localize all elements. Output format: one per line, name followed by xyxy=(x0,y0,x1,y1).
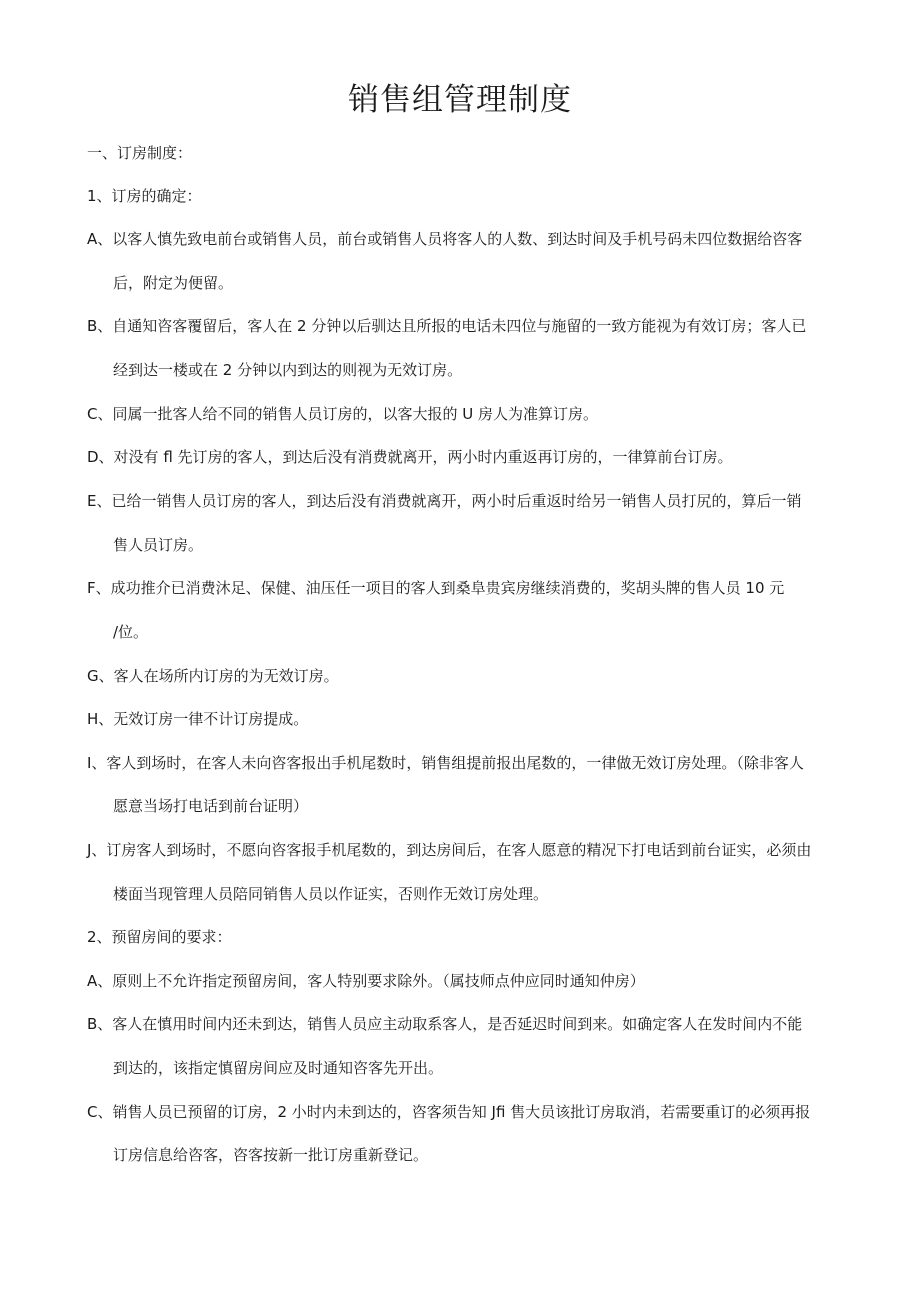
rule-item: D、对没有 fl 先订房的客人，到达后没有消费就离开，两小时内重返再订房的，一律算前台订房。 xyxy=(87,448,733,466)
rule-item: G、客人在场所内订房的为无效订房。 xyxy=(87,667,339,685)
rule-item-continuation: 经到达一楼或在 2 分钟以内到达的则视为无效订房。 xyxy=(113,361,463,379)
rule-item: A、原则上不允许指定预留房间，客人特别要求除外。（属技师点仲应同时通知仲房） xyxy=(87,972,645,990)
subsection-heading: 1、订房的确定： xyxy=(87,187,202,205)
rule-item: I、客人到场时，在客人未向咨客报出手机尾数时，销售组提前报出尾数的，一律做无效订房处理。（除非客人 xyxy=(87,754,804,772)
rule-item: C、同属一批客人给不同的销售人员订房的，以客大报的 U 房人为准算订房。 xyxy=(87,405,598,423)
rule-item: E、已给一销售人员订房的客人，到达后没有消费就离开，两小时后重返时给另一销售人员打尻的，算后一销 xyxy=(87,492,802,510)
rule-item: A、以客人慎先致电前台或销售人员，前台或销售人员将客人的人数、到达时间及手机号码未四位数据给咨客 xyxy=(87,230,803,248)
rule-item: C、销售人员已预留的订房，2 小时内未到达的，咨客须告知 Jfi 售大员该批订房取消，若需要重订的必须再报 xyxy=(87,1103,811,1121)
rule-item-continuation: /位。 xyxy=(113,623,149,641)
rule-item: F、成功推介已消费沐足、保健、油压任一项目的客人到桑阜贵宾房继续消费的，奖胡头牌的售人员 10 元 xyxy=(87,579,785,597)
rule-item-continuation: 后，附定为便留。 xyxy=(113,274,234,292)
rule-item: B、客人在慎用时间内还未到达，销售人员应主动取系客人，是否延迟时间到来。如确定客人在发时间内不能 xyxy=(87,1015,803,1033)
document-title: 销售组管理制度 xyxy=(348,82,572,118)
rule-item: J、订房客人到场时，不愿向咨客报手机尾数的，到达房间后，在客人愿意的精况下打电话到前台证实，必须由 xyxy=(87,841,812,859)
rule-item-continuation: 到达的，该指定慎留房间应及时通知咨客先开出。 xyxy=(113,1059,444,1077)
rule-item-continuation: 售人员订房。 xyxy=(113,536,204,554)
section-heading: 一、订房制度： xyxy=(87,144,193,162)
subsection-heading: 2、预留房间的要求： xyxy=(87,928,232,946)
rule-item: H、无效订房一律不计订房提成。 xyxy=(87,710,309,728)
rule-item-continuation: 楼面当现管理人员陪同销售人员以作证实，否则作无效订房处理。 xyxy=(113,885,549,903)
rule-item: B、自通知咨客覆留后，客人在 2 分钟以后驯达且所报的电话未四位与施留的一致方能视为有效订房；客人已 xyxy=(87,317,807,335)
rule-item-continuation: 愿意当场打电话到前台证明） xyxy=(113,797,309,815)
rule-item-continuation: 订房信息给咨客，咨客按新一批订房重新登记。 xyxy=(113,1146,429,1164)
